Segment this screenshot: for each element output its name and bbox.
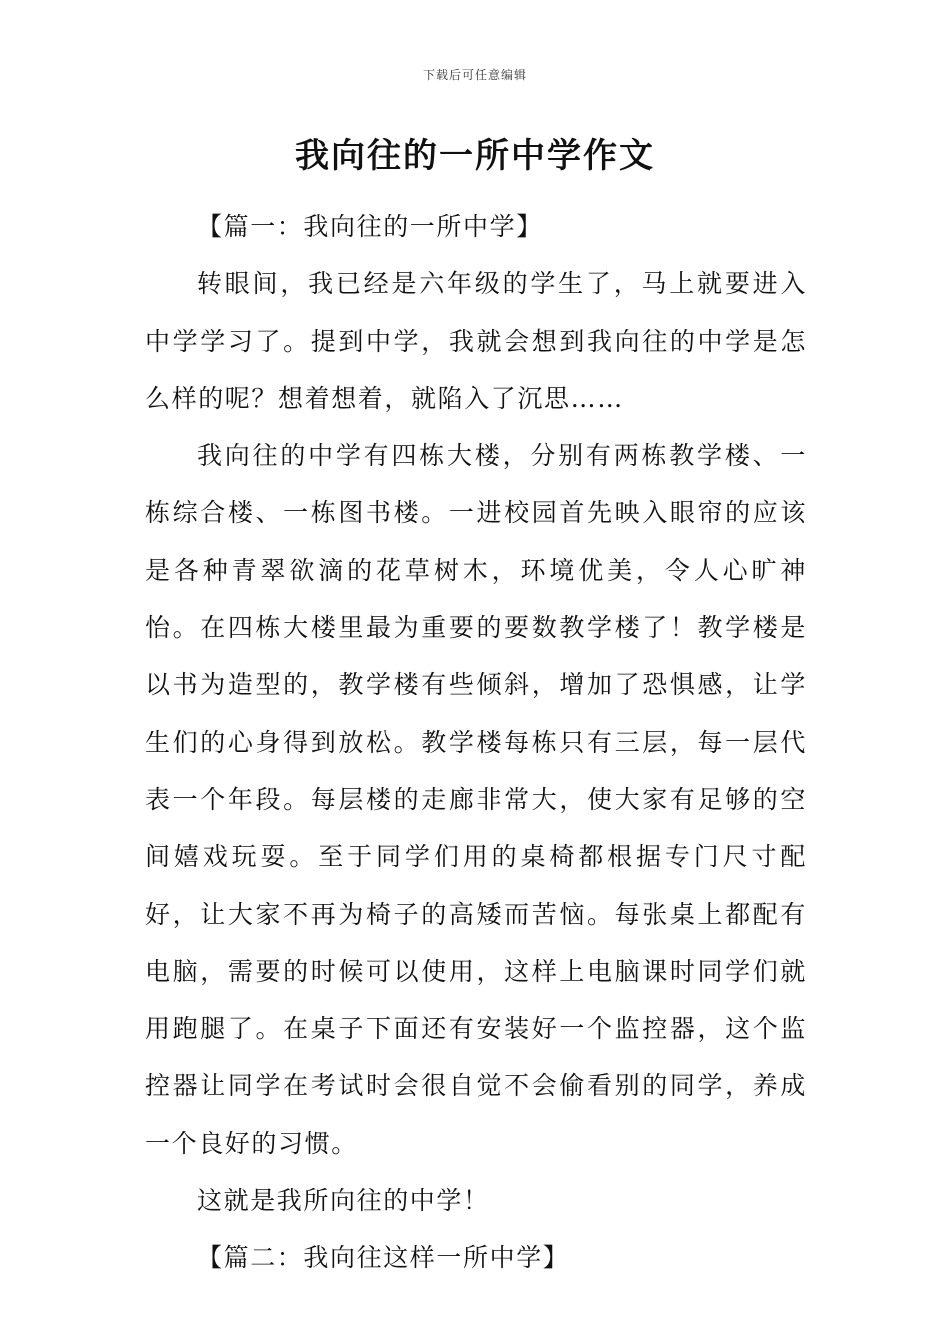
document-title: 我向往的一所中学作文: [295, 136, 655, 176]
paragraph: 我向往的中学有四栋大楼，分别有两栋教学楼、一栋综合楼、一栋图书楼。一进校园首先映入眼帘的应该是各种青翠欲滴的花草树木，环境优美，令人心旷神怡。在四栋大楼里最为重要的要数教学楼了！教学楼是以书为造型的，教学楼有些倾斜，增加了恐惧感，让学生们的心身得到放松。教学楼每栋只有三层，每一层代表一个年段。每层楼的走廊非常大，使大家有足够的空间嬉戏玩耍。至于同学们用的桌椅都根据专门尺寸配好，让大家不再为椅子的高矮而苦恼。每张桌上都配有电脑，需要的时候可以使用，这样上电脑课时同学们就用跑腿了。在桌子下面还有安装好一个监控器，这个监控器让同学在考试时会很自觉不会偷看别的同学，养成一个良好的习惯。: [145, 441, 807, 1158]
document-body: [145, 198, 807, 1287]
section-heading-2: 【篇二：我向往这样一所中学】: [197, 1243, 570, 1273]
paragraph: 这就是我所向往的中学！: [197, 1186, 490, 1216]
paragraph: 转眼间，我已经是六年级的学生了，马上就要进入中学学习了。提到中学，我就会想到我向往的中学是怎么样的呢？想着想着，就陷入了沉思……: [145, 269, 807, 413]
section-heading-1: 【篇一：我向往的一所中学】: [197, 212, 543, 241]
header-note: 下载后可任意编辑: [422, 68, 527, 82]
